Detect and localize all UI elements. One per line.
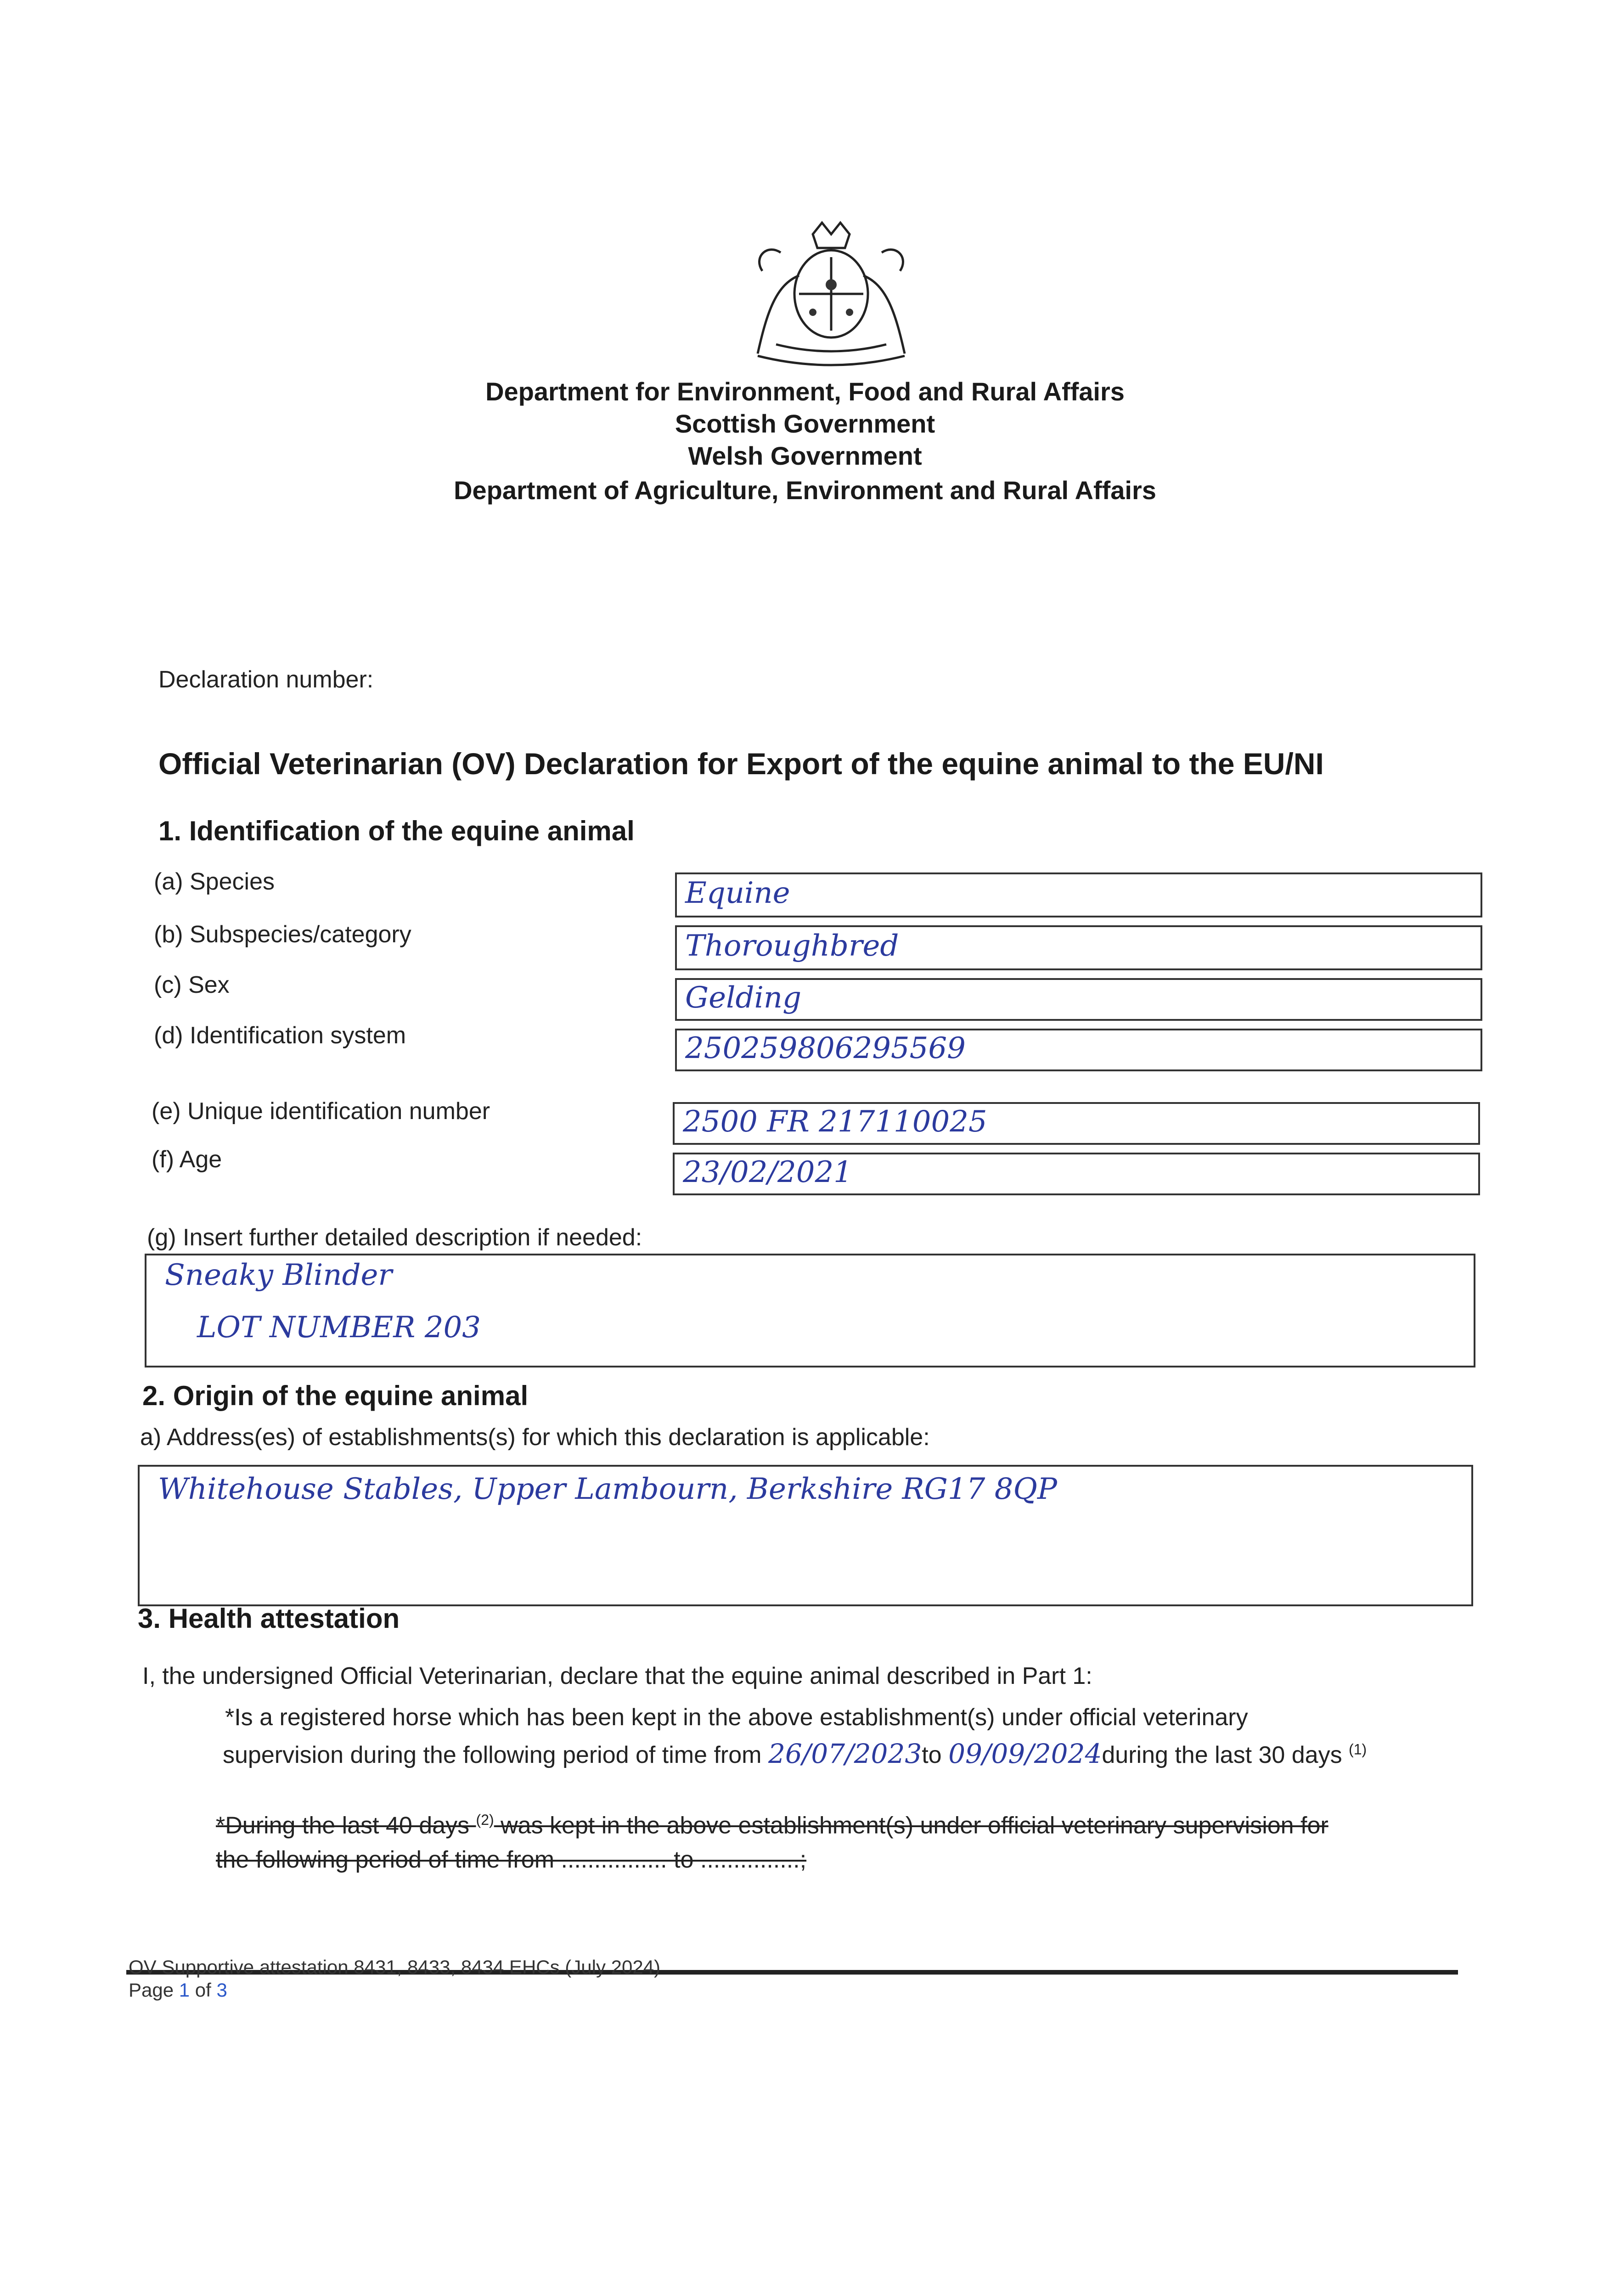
clause-1-line-2 [223,1738,1367,1769]
species-label: (a) Species [154,868,275,895]
description-line-1: Sneaky Blinder [165,1258,392,1292]
sex-field[interactable] [675,978,1482,1021]
clause-2-part-b: was kept in the above establishment(s) under official veterinary supervision for [494,1812,1329,1839]
description-field[interactable] [145,1254,1475,1367]
unique-id-value: 2500 FR 217110025 [683,1105,987,1139]
clause-2-line-1 [216,1812,1329,1839]
species-field[interactable] [675,872,1482,917]
clause-1-to-word: to [922,1742,949,1768]
royal-coat-of-arms-logo [730,216,932,372]
clause-1-suffix: during the last 30 days [1102,1742,1349,1768]
unique-id-label: (e) Unique identification number [152,1098,490,1125]
clause-2-line-2: the following period of time from ................ to ...............; [216,1846,807,1873]
department-line-3: Welsh Government [688,441,922,470]
clause-2-footnote-ref: (2) [476,1812,494,1828]
clause-1-prefix: supervision during the following period of time from [223,1742,768,1768]
species-value: Equine [685,876,790,910]
clause-1-from-date: 26/07/2023 [768,1738,922,1769]
department-line-1: Department for Environment, Food and Rural Affairs [485,377,1125,406]
section-1-heading: 1. Identification of the equine animal [158,816,635,846]
sex-value: Gelding [685,981,802,1015]
department-line-4: Department of Agriculture, Environment and Rural Affairs [454,476,1156,505]
address-value: Whitehouse Stables, Upper Lambourn, Berkshire RG17 8QP [158,1472,1057,1506]
clause-1-footnote-ref: (1) [1349,1741,1367,1758]
page-current: 1 [179,1979,190,2001]
identification-system-label: (d) Identification system [154,1022,406,1049]
age-field[interactable] [673,1153,1480,1195]
page-title: Official Veterinarian (OV) Declaration for Export of the equine animal to the EU/NI [158,747,1324,781]
department-line-2: Scottish Government [675,409,935,438]
footer-page-number [129,1979,227,2001]
age-label: (f) Age [152,1146,222,1173]
page-word: Page [129,1979,179,2001]
clause-1-to-date: 09/09/2024 [948,1738,1102,1769]
identification-system-value: 250259806295569 [685,1031,966,1065]
declaration-number-label: Declaration number: [158,666,374,693]
address-field[interactable] [138,1465,1473,1606]
health-intro: I, the undersigned Official Veterinarian, declare that the equine animal described in Part 1: [142,1663,1092,1689]
description-label: (g) Insert further detailed description if needed: [147,1224,642,1251]
description-line-2: LOT NUMBER 203 [197,1311,481,1345]
page-total: 3 [216,1979,227,2001]
address-label: a) Address(es) of establishments(s) for which this declaration is applicable: [140,1424,930,1451]
section-3-heading: 3. Health attestation [138,1603,400,1634]
sex-label: (c) Sex [154,972,230,998]
subspecies-field[interactable] [675,925,1482,970]
age-value: 23/02/2021 [683,1155,852,1189]
section-2-heading: 2. Origin of the equine animal [142,1380,529,1411]
identification-system-field[interactable] [675,1029,1482,1071]
clause-1-line-1: *Is a registered horse which has been kept in the above establishment(s) under official veterinary [225,1704,1248,1731]
clause-2-part-a: *During the last 40 days [216,1812,476,1839]
subspecies-value: Thoroughbred [685,929,899,963]
footer-attestation-ref: OV Supportive attestation 8431, 8433, 8434 EHCs (July 2024) [129,1956,661,1978]
unique-id-field[interactable] [673,1102,1480,1145]
of-word: of [190,1979,217,2001]
subspecies-label: (b) Subspecies/category [154,921,411,948]
